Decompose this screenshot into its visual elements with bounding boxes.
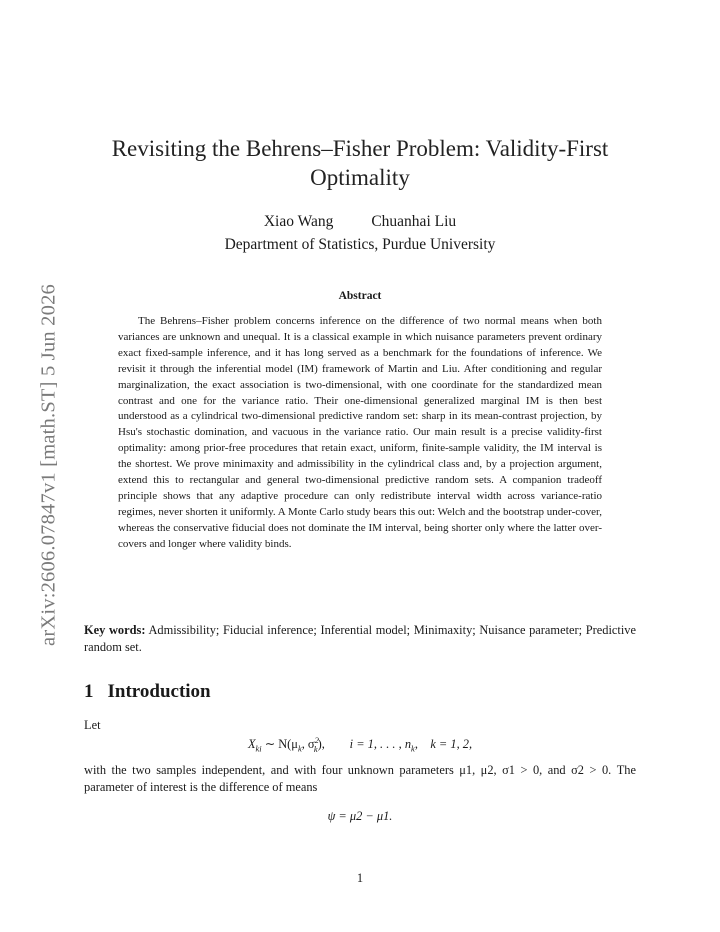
equation-psi: ψ = μ2 − μ1. <box>327 809 393 823</box>
keywords-text: Admissibility; Fiducial inference; Inferential model; Minimaxity; Nuisance parameter; Predictive random set. <box>84 623 636 654</box>
equation-model: $X_{ki}$ ∼ $N(\mu_k$, $\sigma^2_k$), i = 1, . . . , $n_k$, k = 1, 2, <box>247 735 473 754</box>
paragraph-samples: with the two samples independent, and with four unknown parameters μ1, μ2, σ1 > 0, and σ2 > 0. The parameter of interest is the difference of means <box>84 763 636 794</box>
keywords <box>84 622 636 655</box>
keywords-label: Key words: <box>84 623 146 637</box>
author-list <box>84 212 636 232</box>
paragraph-let: Let <box>84 718 101 732</box>
author-name: Xiao Wang <box>263 213 334 230</box>
abstract-text: The Behrens–Fisher problem concerns inference on the difference of two normal means when both variances are unknown and unequal. It is a classical example in which nuisance parameters prevent ordinary exact fixed-sample inference, and it has long served as a benchmark for the foundations of inference. We revisit it through the inferential model (IM) framework of Martin and Liu. After conditioning and regular marginalization, the exact association is two-dimensional, with one coordinate for the standardized mean contrast and one for the variance ratio. Their one-dimensional generalized marginal IM is then best understood as a cylindrical two-dimensional predictive random set: sharp in its mean-contrast projection, by Hsu's stochastic domination, and vacuous in the variance ratio. Our main result is a precise validity-first optimality: among prior-free procedures that retain exact, uniform, finite-sample validity, the IM interval is the shortest. We prove minimaxity and admissibility in the cylindrical class and, by a projection argument, extend this to rectangular and general two-dimensional predictive random sets. A companion tradeoff principle shows that any adaptive procedure can only redistribute interval width across variance-ratio regimes, never shorten it uniformly. A Monte Carlo study bears this out: Welch and the bootstrap under-cover, whereas the conservative fiducial does not dominate the IM interval, being shorter only where the latter over-covers and longer where validity binds. <box>118 315 602 550</box>
abstract-heading: Abstract <box>338 290 382 302</box>
author-name: Chuanhai Liu <box>371 213 457 230</box>
section-title: Introduction <box>107 681 211 702</box>
paper-title: Revisiting the Behrens–Fisher Problem: Validity-First Optimality <box>111 136 609 190</box>
section-heading <box>84 681 211 703</box>
section-number: 1 <box>84 681 94 702</box>
arxiv-identifier-stamp: arXiv:2606.07847v1 [math.ST] 5 Jun 2026 <box>37 284 60 646</box>
author-affiliation: Department of Statistics, Purdue University <box>224 236 496 253</box>
page-number: 1 <box>356 871 364 885</box>
